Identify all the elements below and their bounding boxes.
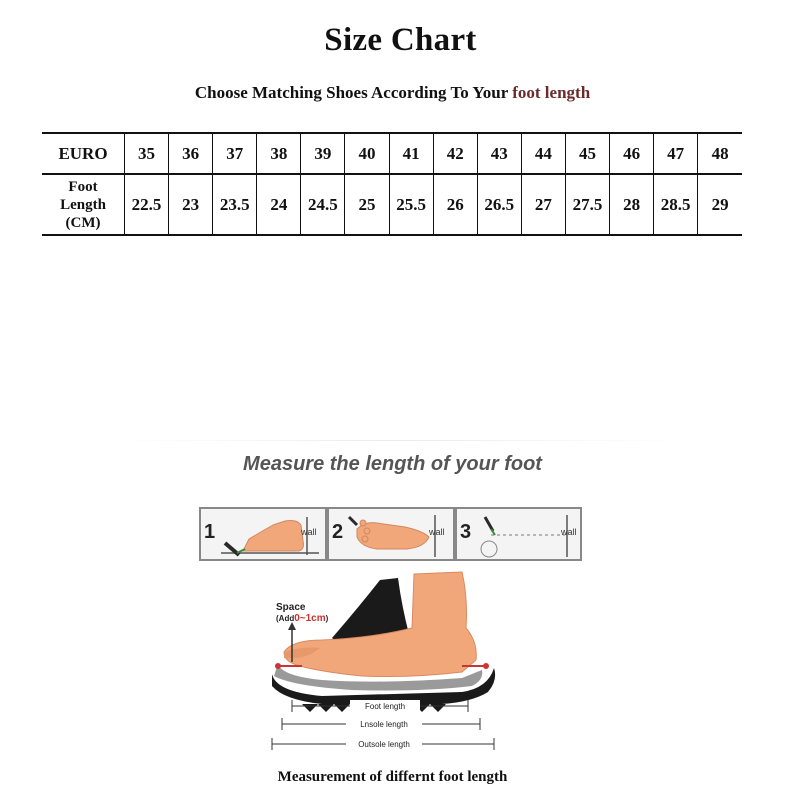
add-value: 0~1cm xyxy=(294,613,326,624)
foot-length-cell: 28.5 xyxy=(654,174,698,235)
wall-label: wall xyxy=(429,527,445,537)
foot-length-cell: 27.5 xyxy=(565,174,609,235)
space-label: Space xyxy=(276,602,306,613)
shoe-illustration xyxy=(262,568,502,758)
foot-length-header-line: (CM) xyxy=(65,214,101,231)
euro-cell: 39 xyxy=(301,133,345,174)
foot-length-header xyxy=(42,174,125,235)
euro-cell: 48 xyxy=(698,133,742,174)
foot-length-header-line: Foot xyxy=(68,178,98,195)
foot-length-cell: 26.5 xyxy=(477,174,521,235)
euro-cell: 35 xyxy=(125,133,169,174)
foot-length-cell: 29 xyxy=(698,174,742,235)
add-label xyxy=(276,613,329,624)
foot-length-cell: 26 xyxy=(433,174,477,235)
wall-label: wall xyxy=(561,527,577,537)
euro-header: EURO xyxy=(42,133,125,174)
euro-cell: 47 xyxy=(654,133,698,174)
euro-cell: 42 xyxy=(433,133,477,174)
shoe-measurement-diagram xyxy=(262,568,502,758)
euro-cell: 44 xyxy=(521,133,565,174)
outsole-length-label: Outsole length xyxy=(358,740,410,749)
step-1-panel xyxy=(199,507,327,561)
add-close: ) xyxy=(325,614,329,623)
euro-cell: 45 xyxy=(565,133,609,174)
diagram-caption: Measurement of differnt foot length xyxy=(277,769,508,785)
euro-cell: 36 xyxy=(169,133,213,174)
foot-length-cell: 24.5 xyxy=(301,174,345,235)
foot-length-label: Foot length xyxy=(364,702,406,711)
euro-cell: 41 xyxy=(389,133,433,174)
size-table xyxy=(42,132,742,236)
euro-cell: 43 xyxy=(477,133,521,174)
subtitle-highlight: foot length xyxy=(512,83,591,102)
step-number: 3 xyxy=(460,521,472,543)
page-title: Size Chart xyxy=(324,22,477,58)
euro-cell: 37 xyxy=(213,133,257,174)
subtitle xyxy=(0,83,785,103)
step-number: 1 xyxy=(204,521,216,543)
foot-length-cell: 22.5 xyxy=(125,174,169,235)
foot-length-cell: 23 xyxy=(169,174,213,235)
foot-length-row xyxy=(42,174,742,235)
euro-cell: 38 xyxy=(257,133,301,174)
step-number: 2 xyxy=(332,521,344,543)
insole-length-label: Lnsole length xyxy=(360,720,408,729)
measure-title: Measure the length of your foot xyxy=(243,453,542,475)
foot-length-cell: 28 xyxy=(610,174,654,235)
divider xyxy=(110,440,690,441)
add-open: (Add xyxy=(276,614,295,623)
foot-length-cell: 27 xyxy=(521,174,565,235)
wall-label: wall xyxy=(301,527,317,537)
foot-length-cell: 24 xyxy=(257,174,301,235)
step-3-panel xyxy=(455,507,582,561)
foot-length-cell: 23.5 xyxy=(213,174,257,235)
euro-cell: 40 xyxy=(345,133,389,174)
step-2-panel xyxy=(327,507,455,561)
foot-length-cell: 25.5 xyxy=(389,174,433,235)
foot-length-header-line: Length xyxy=(60,196,106,213)
euro-row xyxy=(42,133,742,174)
foot-length-cell: 25 xyxy=(345,174,389,235)
euro-cell: 46 xyxy=(610,133,654,174)
subtitle-text: Choose Matching Shoes According To Your xyxy=(194,83,513,102)
